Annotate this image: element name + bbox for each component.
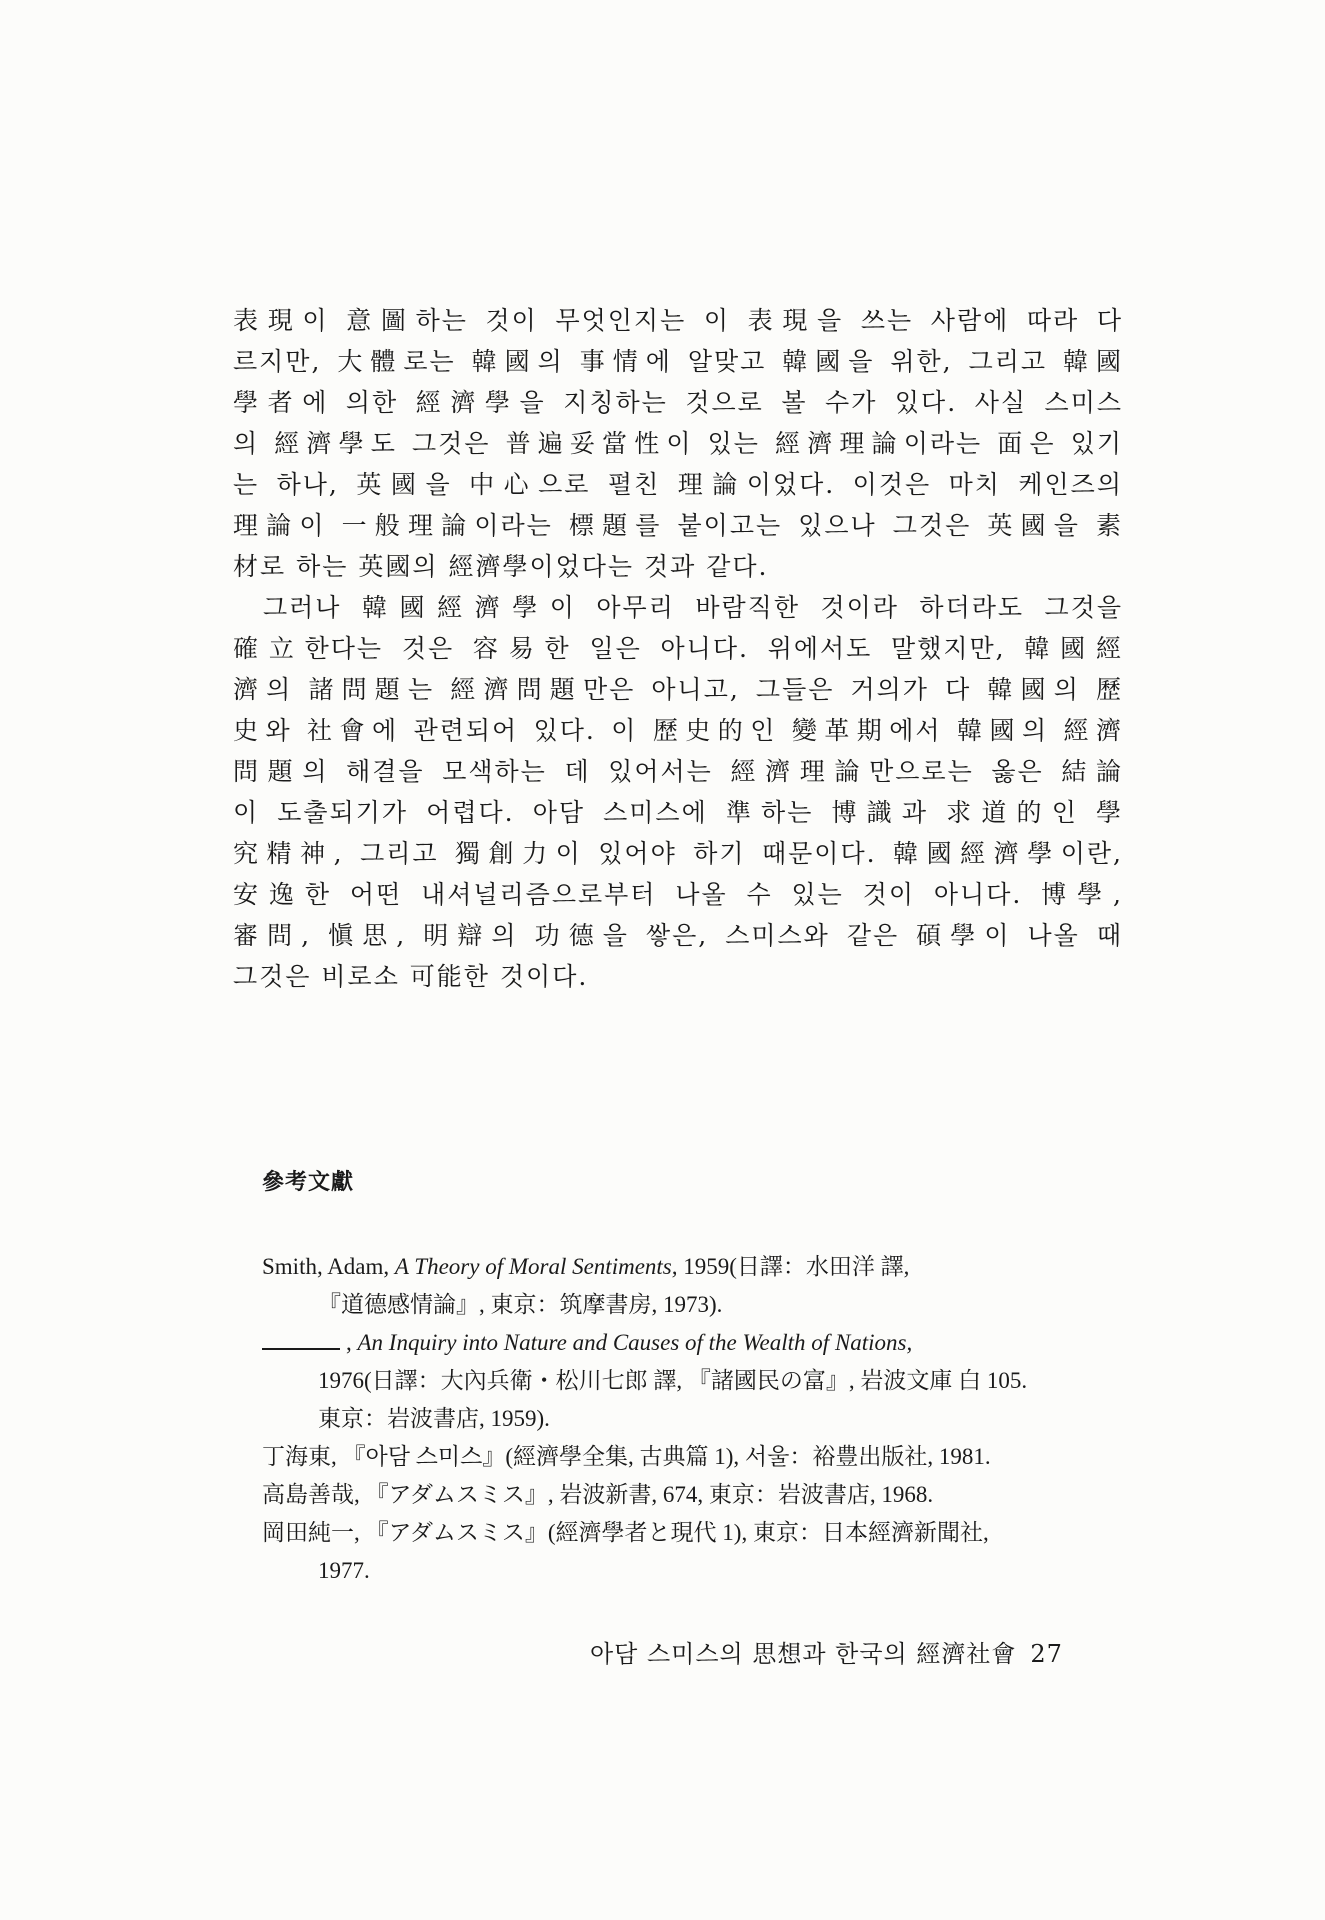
text-line: 材로 하는 英國의 經濟學이었다는 것과 같다. [233, 552, 769, 581]
reference-comma: , [346, 1330, 352, 1355]
reference-line: 丁海東, 『아담 스미스』(經濟學全集, 古典篇 1), 서울：裕豊出版社, 1981. [262, 1444, 991, 1469]
text-line: 濟의 諸問題는 經濟問題만은 아니고, 그들은 거의가 다 韓國의 歷 [233, 675, 1123, 704]
text-line: 究精神, 그리고 獨創力이 있어야 하기 때문이다. 韓國經濟學이란, [233, 839, 1123, 868]
text-line: 理論이 一般理論이라는 標題를 붙이고는 있으나 그것은 英國을 素 [233, 511, 1123, 540]
paragraph-1 [233, 300, 1123, 587]
text-line: 는 하나, 英國을 中心으로 펼친 理論이었다. 이것은 마치 케인즈의 [233, 470, 1123, 499]
reference-line: 高島善哉, 『アダムスミス』, 岩波新書, 674, 東京：岩波書店, 1968. [262, 1482, 934, 1507]
reference-line: 『道德感情論』, 東京：筑摩書房, 1973). [318, 1292, 723, 1317]
text-line: 表現이 意圖하는 것이 무엇인지는 이 表現을 쓰는 사람에 따라 다 [233, 306, 1123, 335]
reference-entry [262, 1324, 1122, 1438]
reference-line [262, 1248, 1122, 1286]
references-heading: 參考文獻 [262, 1169, 355, 1195]
page-footer [590, 1634, 1063, 1669]
reference-entry [262, 1248, 1122, 1324]
page-number: 27 [1030, 1640, 1063, 1668]
references-list [262, 1248, 1122, 1590]
text-line: 의 經濟學도 그것은 普遍妥當性이 있는 經濟理論이라는 面은 있기 [233, 429, 1123, 458]
text-line: 審問, 愼思, 明辯의 功德을 쌓은, 스미스와 같은 碩學이 나올 때 [233, 921, 1123, 950]
text-line: 學者에 의한 經濟學을 지칭하는 것으로 볼 수가 있다. 사실 스미스 [233, 388, 1123, 417]
text-line: 이 도출되기가 어렵다. 아담 스미스에 準하는 博識과 求道的인 學 [233, 798, 1123, 827]
reference-title: An Inquiry into Nature and Causes of the Wealth of Nations, [357, 1330, 913, 1355]
reference-line: 1977. [318, 1558, 370, 1583]
text-line: 史와 社會에 관련되어 있다. 이 歷史的인 變革期에서 韓國의 經濟 [233, 716, 1123, 745]
reference-detail: 1959(日譯：水田洋 譯, [677, 1254, 910, 1279]
reference-line: 1976(日譯：大內兵衛・松川七郎 譯, 『諸國民の富』, 岩波文庫 白 105. [318, 1368, 1028, 1393]
text-line: 問題의 해결을 모색하는 데 있어서는 經濟理論만으로는 옳은 結論 [233, 757, 1123, 786]
body-text [233, 300, 1123, 997]
text-line: 그러나 韓國經濟學이 아무리 바람직한 것이라 하더라도 그것을 [263, 593, 1123, 622]
reference-line: 岡田純一, 『アダムスミス』(經濟學者と現代 1), 東京：日本經濟新聞社, [262, 1520, 989, 1545]
text-line: 르지만, 大體로는 韓國의 事情에 알맞고 韓國을 위한, 그리고 韓國 [233, 347, 1123, 376]
reference-entry [262, 1514, 1122, 1590]
running-title: 아담 스미스의 思想과 한국의 經濟社會 [590, 1640, 1017, 1668]
reference-author: Smith, Adam, [262, 1254, 395, 1279]
ditto-dash [262, 1348, 340, 1350]
text-line: 安逸한 어떤 내셔널리즘으로부터 나올 수 있는 것이 아니다. 博學, [233, 880, 1123, 909]
text-line: 그것은 비로소 可能한 것이다. [233, 962, 589, 991]
paragraph-2 [233, 587, 1123, 997]
text-line: 確立한다는 것은 容易한 일은 아니다. 위에서도 말했지만, 韓國經 [233, 634, 1123, 663]
reference-title: A Theory of Moral Sentiments, [394, 1254, 678, 1279]
reference-line: 東京：岩波書店, 1959). [318, 1406, 550, 1431]
reference-entry [262, 1438, 1122, 1476]
reference-entry [262, 1476, 1122, 1514]
reference-line [262, 1324, 1122, 1362]
